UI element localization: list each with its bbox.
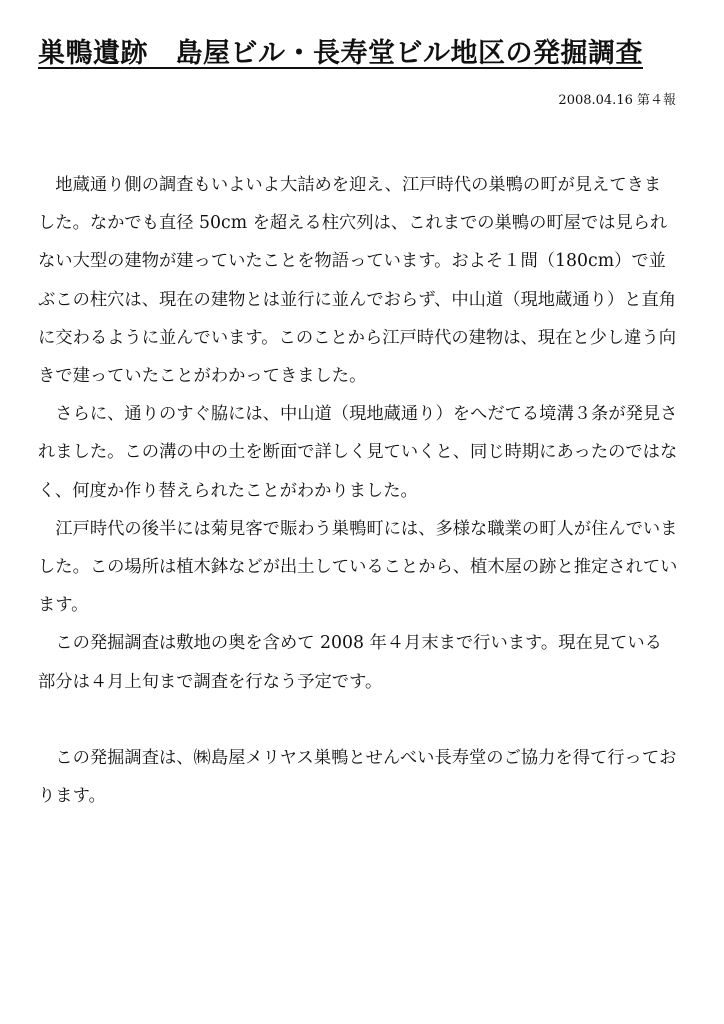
report-dateline: 2008.04.16 第４報	[558, 93, 676, 108]
paragraph-boundary-ditches: さらに、通りのすぐ脇には、中山道（現地蔵通り）をへだてる境溝３条が発見されました。この溝の中の土を断面で詳しく見ていくと、同じ時期にあったのではなく、何度か作り替えられたことがわかりました。	[38, 404, 678, 501]
paragraph-schedule: この発掘調査は敷地の奥を含めて 2008 年４月末まで行います。現在見ている部分は４月上旬まで調査を行なう予定です。	[38, 633, 662, 692]
paragraph-gardener-site: 江戸時代の後半には菊見客で賑わう巣鴨町には、多様な職業の町人が住んでいました。この場所は植木鉢などが出土していることから、植木屋の跡と推定されています。	[38, 518, 678, 616]
paragraph-spacer	[38, 701, 678, 739]
document-body	[38, 166, 678, 815]
paragraph-acknowledgement: この発掘調査は、㈱島屋メリヤス巣鴨とせんべい長寿堂のご協力を得て行っております。	[38, 748, 677, 807]
paragraph-excavation-overview: 地蔵通り側の調査もいよいよ大詰めを迎え、江戸時代の巣鴨の町が見えてきました。なかでも直径 50cm を超える柱穴列は、これまでの巣鴨の町屋では見られない大型の建物が建っていたことを物語っています。およそ１間（180cm）で並ぶこの柱穴は、現在の建物とは並行に並んでおらず、中山道（現地蔵通り）と直角に交わるように並んでいます。このことから江戸時代の建物は、現在と少し違う向きで建っていたことがわかってきました。	[38, 175, 677, 387]
document-title: 巣鴨遺跡 島屋ビル・長寿堂ビル地区の発掘調査	[38, 38, 643, 69]
